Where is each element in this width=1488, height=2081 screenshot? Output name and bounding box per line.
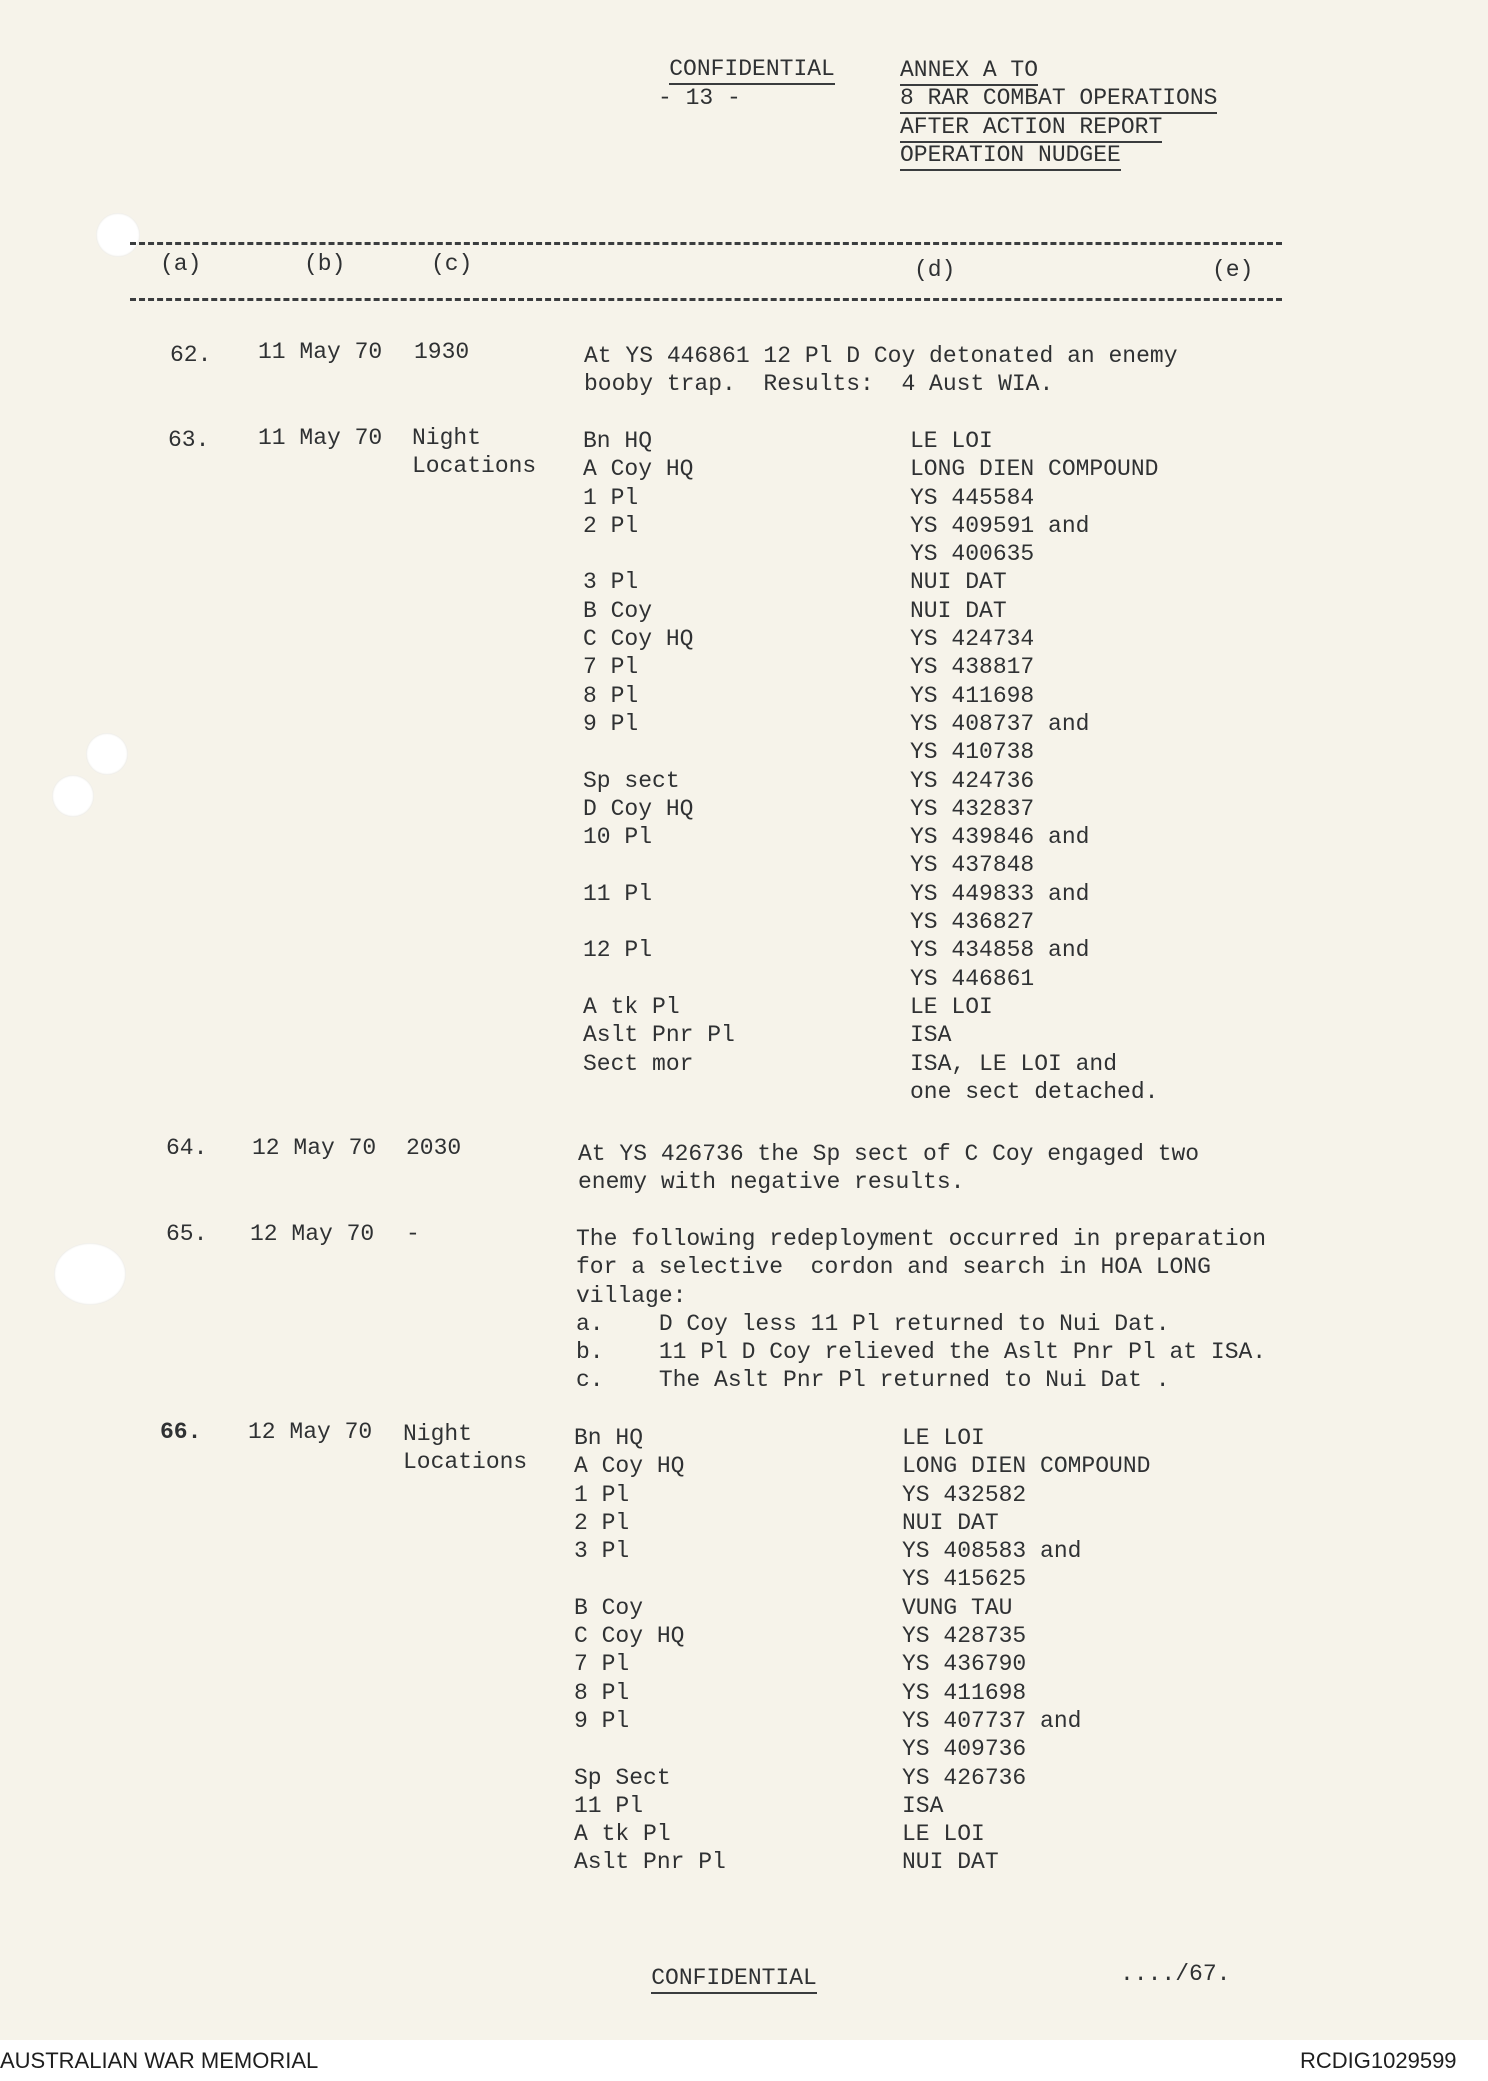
entry-time: Night Locations [403, 1421, 528, 1476]
annex-block [900, 56, 1217, 169]
entry-date: 12 May 70 [252, 1135, 377, 1161]
header-classification: CONFIDENTIAL [614, 27, 835, 112]
entry-text: At YS 446861 12 Pl D Coy detonated an enemy booby trap. Results: 4 Aust WIA. [584, 343, 1178, 398]
annex-line: ANNEX A TO [900, 57, 1038, 86]
punch-hole-top [96, 213, 140, 257]
entry-text: The following redeployment occurred in preparation for a selective cordon and search in HOA LONG village: a. D Coy less 11 Pl returned to Nui Dat. b. 11 Pl D Coy relieved the Aslt Pnr Pl at ISA. c. The Aslt Pnr Pl returned to Nui Dat . [576, 1226, 1267, 1394]
entry-time: 2030 [406, 1135, 462, 1161]
punch-hole-middle-lower [52, 775, 94, 817]
archive-footer-left: AUSTRALIAN WAR MEMORIAL [0, 2048, 319, 2073]
entry-time: Night Locations [412, 425, 537, 480]
entry-date: 11 May 70 [258, 425, 383, 451]
column-header-b: (b) [304, 251, 346, 277]
entry-number: 64. [166, 1135, 208, 1161]
column-header-e: (e) [1212, 257, 1254, 283]
next-page-reference: ..../67. [1120, 1961, 1231, 1987]
entry-date: 12 May 70 [250, 1221, 375, 1247]
entry-number: 65. [166, 1221, 208, 1247]
column-header-d: (d) [914, 257, 956, 283]
annex-line: 8 RAR COMBAT OPERATIONS [900, 85, 1217, 114]
punch-hole-middle-upper [86, 733, 128, 775]
entry-date: 11 May 70 [258, 339, 383, 365]
entry-number: 62. [170, 342, 212, 368]
annex-line: OPERATION NUDGEE [900, 142, 1121, 171]
page-number: - 13 - [658, 85, 741, 111]
archive-footer-right: RCDIG1029599 [1300, 2048, 1457, 2073]
table-top-rule [130, 242, 1282, 245]
entry-time: - [406, 1221, 420, 1247]
entry-number: 63. [168, 427, 210, 453]
column-header-c: (c) [431, 251, 473, 277]
table-header-rule [130, 298, 1282, 301]
entry-date: 12 May 70 [248, 1419, 373, 1445]
location-list: LE LOI LONG DIEN COMPOUND YS 445584 YS 409591 and YS 400635 NUI DAT NUI DAT YS 424734 YS 438817 YS 411698 YS 408737 and YS 410738 YS 424736 YS 432837 YS 439846 and YS 437848 YS 449833 and YS 436827 YS 434858 and YS 446861 LE LOI ISA ISA, LE LOI and one sect detached. [910, 428, 1159, 1105]
entry-number: 66. [160, 1419, 202, 1445]
entry-text: At YS 426736 the Sp sect of C Coy engaged two enemy with negative results. [578, 1141, 1200, 1196]
footer-classification: CONFIDENTIAL [596, 1936, 817, 2021]
column-header-a: (a) [160, 251, 202, 277]
annex-line: AFTER ACTION REPORT [900, 114, 1162, 143]
entry-time: 1930 [414, 339, 470, 365]
location-list: LE LOI LONG DIEN COMPOUND YS 432582 NUI DAT YS 408583 and YS 415625 VUNG TAU YS 428735 YS 436790 YS 411698 YS 407737 and YS 409736 YS 426736 ISA LE LOI NUI DAT [902, 1425, 1151, 1876]
unit-list: Bn HQ A Coy HQ 1 Pl 2 Pl 3 Pl B Coy C Coy HQ 7 Pl 8 Pl 9 Pl Sp sect D Coy HQ 10 Pl 11 Pl 12 Pl A tk Pl Aslt Pnr Pl Sect mor [583, 428, 735, 1077]
punch-hole-bottom [54, 1243, 126, 1305]
unit-list: Bn HQ A Coy HQ 1 Pl 2 Pl 3 Pl B Coy C Coy HQ 7 Pl 8 Pl 9 Pl Sp Sect 11 Pl A tk Pl Aslt Pnr Pl [574, 1425, 726, 1876]
